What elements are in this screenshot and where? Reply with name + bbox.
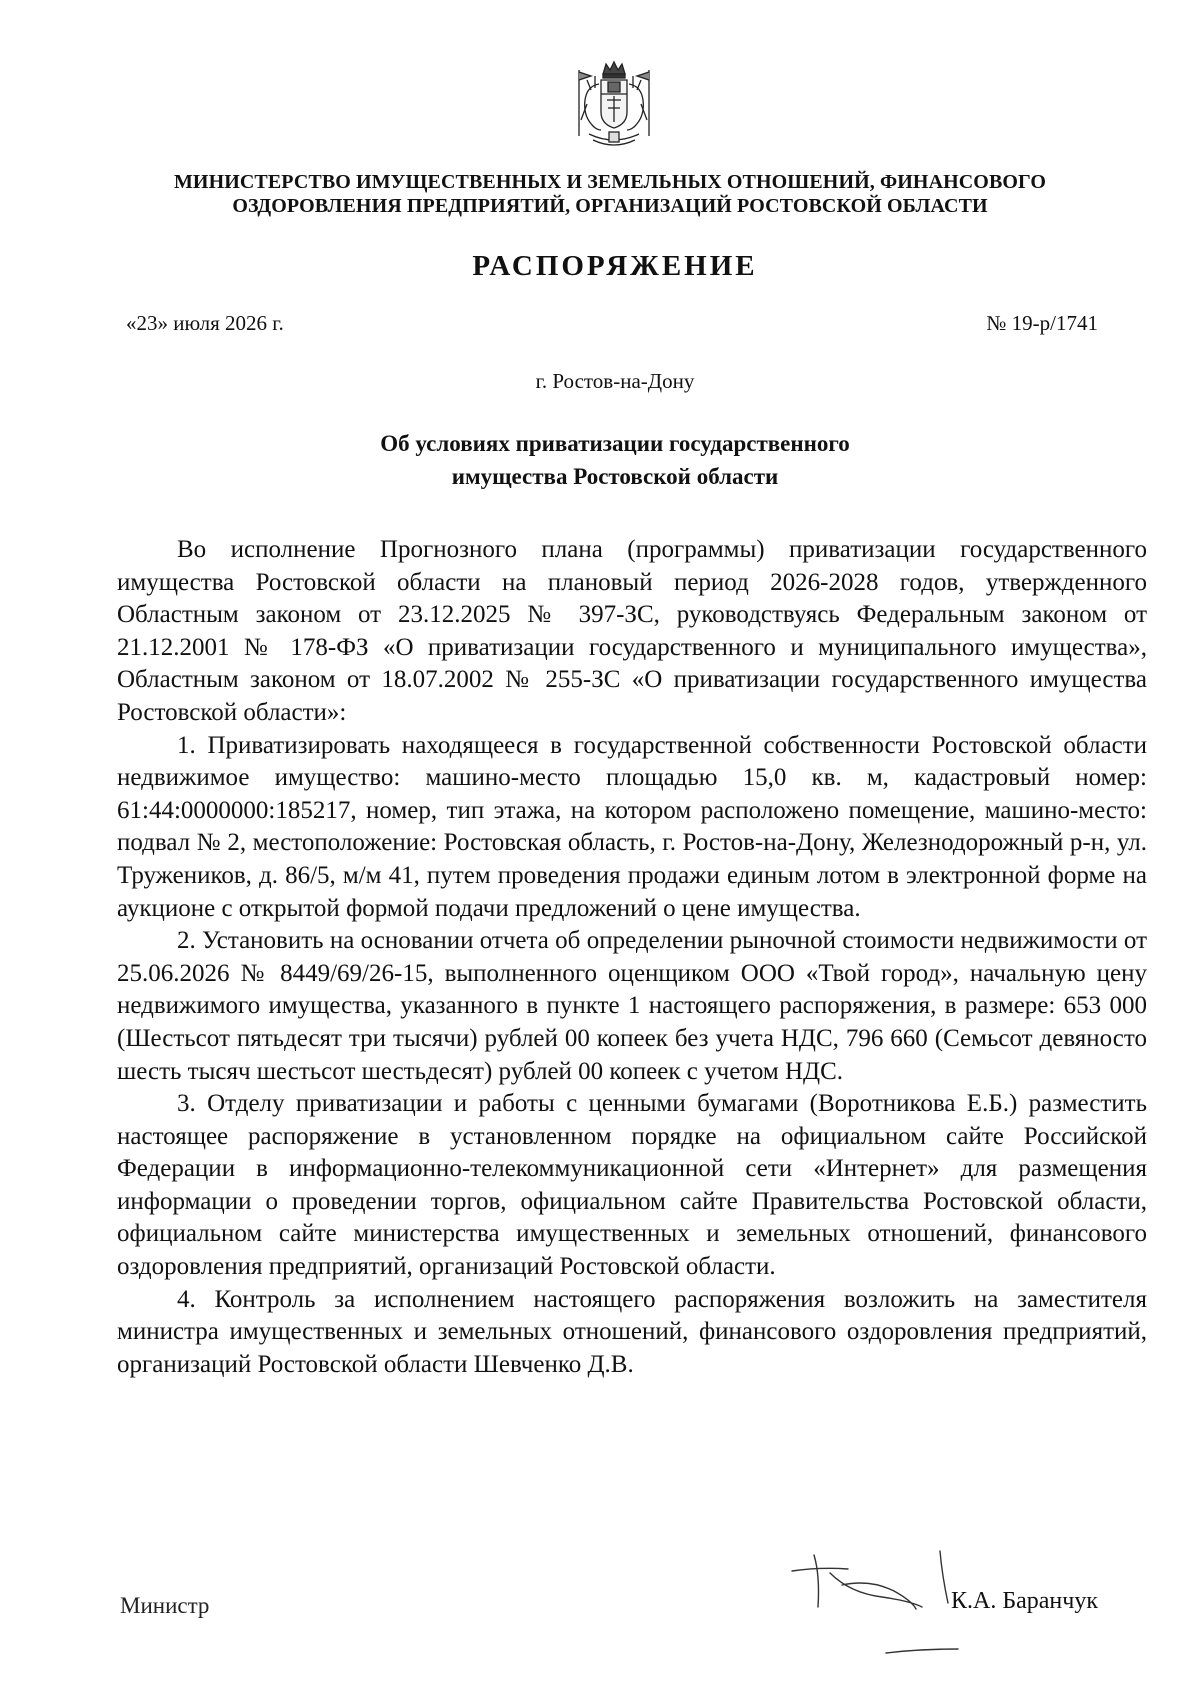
ministry-name-line1: МИНИСТЕРСТВО ИМУЩЕСТВЕННЫХ И ЗЕМЕЛЬНЫХ ОТНОШЕНИЙ, ФИНАНСОВОГО [173, 171, 1047, 193]
ministry-name [120, 170, 1100, 218]
document-city: г. Ростов-на-Дону [535, 369, 695, 393]
item-3-paragraph: 3. Отделу приватизации и работы с ценными бумагами (Воротникова Е.Б.) разместить настоящее распоряжение в установленном порядке на официальном сайте Российской Федерации в информационно-телекоммуникационной сети «Интернет» для размещения информации о проведении торгов, официальном сайте Правительства Ростовской области, официальном сайте министерства имущественных и земельных отношений, финансового оздоровления предприятий, организаций Ростовской области. [117, 1090, 1147, 1281]
preamble-paragraph: Во исполнение Прогнозного плана (программы) приватизации государственного имущества Ростовской области на плановый период 2026-2028 годов, утвержденного Областным законом от 23.12.2025 № 397-ЗС, руководствуясь Федеральным законом от 21.12.2001 № 178-ФЗ «О приватизации государственного и муниципального имущества», Областным законом от 18.07.2002 № 255-ЗС «О приватизации государственного имущества Ростовской области»: [117, 536, 1147, 726]
subject-line1: Об условиях приватизации государственного [380, 431, 850, 456]
document-number: № 19-р/1741 [986, 311, 1098, 335]
document-subject [0, 427, 1200, 493]
coat-of-arms-icon [573, 60, 655, 152]
item-4-paragraph: 4. Контроль за исполнением настоящего распоряжения возложить на заместителя министра имущественных и земельных отношений, финансового оздоровления предприятий, организаций Ростовской области Шевченко Д.В. [117, 1285, 1147, 1378]
document-body [117, 534, 1147, 1381]
subject-line2: имущества Ростовской области [451, 464, 779, 489]
item-1-paragraph: 1. Приватизировать находящееся в государственной собственности Ростовской области недвижимое имущество: машино-место площадью 15,0 кв. м, кадастровый номер: 61:44:0000000:185217, номер, тип этажа, на котором расположено помещение, машино-место: подвал № 2, местоположение: Ростовская область, г. Ростов-на-Дону, Железнодорожный р-н, ул. Тружеников, д. 86/5, м/м 41, путем проведения продажи единым лотом в электронной форме на аукционе с открытой формой подачи предложений о цене имущества. [117, 731, 1147, 922]
signer-title: Министр [120, 1593, 210, 1618]
document-date: «23» июля 2026 г. [126, 311, 284, 335]
signer-name: К.А. Баранчук [951, 1588, 1098, 1614]
item-2-paragraph: 2. Установить на основании отчета об определении рыночной стоимости недвижимости от 25.06.2026 № 8449/69/26-15, выполненного оценщиком ООО «Твой город», начальную цену недвижимого имущества, указанного в пункте 1 настоящего распоряжения, в размере: 653 000 (Шестьсот пятьдесят три тысячи) рублей 00 копеек без учета НДС, 796 660 (Семьсот девяносто шесть тысяч шестьсот шестьдесят) рублей 00 копеек с учетом НДС. [117, 927, 1147, 1085]
document-type: РАСПОРЯЖЕНИЕ [472, 250, 758, 282]
ministry-name-line2: ОЗДОРОВЛЕНИЯ ПРЕДПРИЯТИЙ, ОРГАНИЗАЦИЙ РОСТОВСКОЙ ОБЛАСТИ [232, 195, 988, 217]
